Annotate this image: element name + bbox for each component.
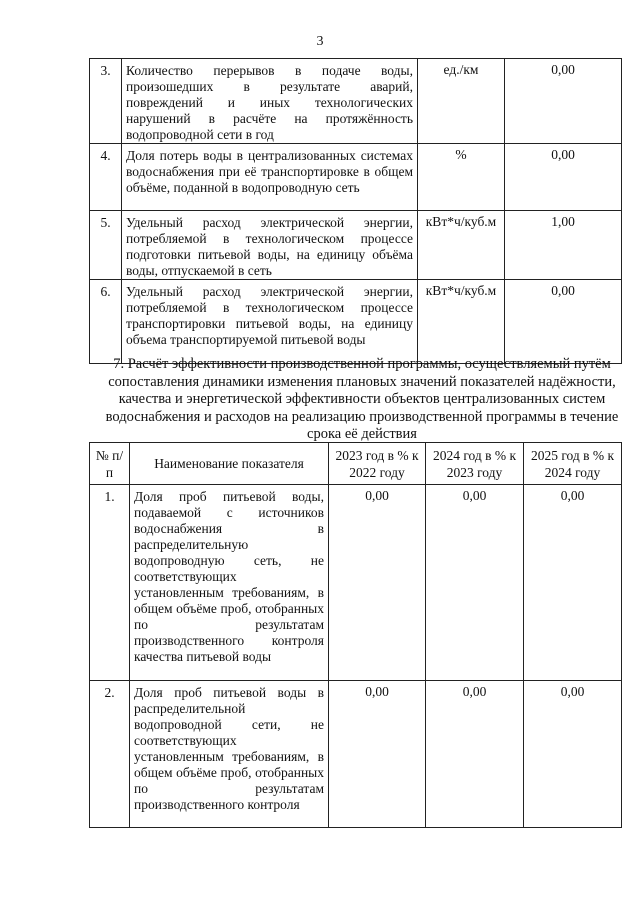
indicator-name: Доля проб питьевой воды, подаваемой с источников водоснабжения в распределительную водопроводную сеть, не соответствующих установленным требованиям, в общем объёме проб, отобранных по результатам производственного контроля качества питьевой воды	[130, 485, 329, 681]
value-2023: 0,00	[329, 485, 426, 681]
header-indicator-name: Наименование показателя	[130, 443, 329, 485]
table-row	[90, 485, 622, 681]
section-7-title: 7. Расчёт эффективности производственной программы, осуществляемый путём сопоставления динамики изменения плановых значений показателей надёжности, качества и энергетической эффективности объектов централизованных систем водоснабжения и расходов на реализацию производственной программы в течение срока её действия	[105, 356, 619, 442]
row-number: 3.	[90, 59, 122, 144]
unit-cell: кВт*ч/куб.м	[418, 211, 505, 280]
page-number: 3	[316, 34, 324, 49]
value-cell: 0,00	[505, 280, 622, 364]
row-number: 6.	[90, 280, 122, 364]
table-row	[90, 280, 622, 364]
row-number: 2.	[90, 681, 130, 828]
table-row	[90, 211, 622, 280]
value-2025: 0,00	[524, 681, 622, 828]
value-cell: 0,00	[505, 144, 622, 211]
row-number: 5.	[90, 211, 122, 280]
indicator-name: Доля проб питьевой воды в распределительной водопроводной сети, не соответствующих установленным требованиям, в общем объёме проб, отобранных по результатам производственного контроля	[130, 681, 329, 828]
indicators-table	[89, 58, 622, 364]
indicator-name: Количество перерывов в подаче воды, произошедших в результате аварий, повреждений и иных технологических нарушений в расчёте на протяжённость водопроводной сети в год	[122, 59, 418, 144]
header-2023: 2023 год в % к 2022 году	[329, 443, 426, 485]
value-cell: 0,00	[505, 59, 622, 144]
value-2024: 0,00	[426, 681, 524, 828]
table-header-row	[90, 443, 622, 485]
value-2025: 0,00	[524, 485, 622, 681]
header-2024: 2024 год в % к 2023 году	[426, 443, 524, 485]
unit-cell: ед./км	[418, 59, 505, 144]
efficiency-table	[89, 442, 622, 828]
value-2024: 0,00	[426, 485, 524, 681]
indicator-name: Доля потерь воды в централизованных системах водоснабжения при её транспортировке в общем объёме, поданной в водопроводную сеть	[122, 144, 418, 211]
header-number: № п/п	[90, 443, 130, 485]
value-2023: 0,00	[329, 681, 426, 828]
table-row	[90, 144, 622, 211]
indicator-name: Удельный расход электрической энергии, потребляемой в технологическом процессе транспортировки питьевой воды, на единицу объема транспортируемой питьевой воды	[122, 280, 418, 364]
row-number: 4.	[90, 144, 122, 211]
row-number: 1.	[90, 485, 130, 681]
unit-cell: %	[418, 144, 505, 211]
value-cell: 1,00	[505, 211, 622, 280]
indicator-name: Удельный расход электрической энергии, потребляемой в технологическом процессе подготовки питьевой воды, на единицу объёма воды, отпускаемой в сеть	[122, 211, 418, 280]
header-2025: 2025 год в % к 2024 году	[524, 443, 622, 485]
unit-cell: кВт*ч/куб.м	[418, 280, 505, 364]
table-row	[90, 59, 622, 144]
table-row	[90, 681, 622, 828]
